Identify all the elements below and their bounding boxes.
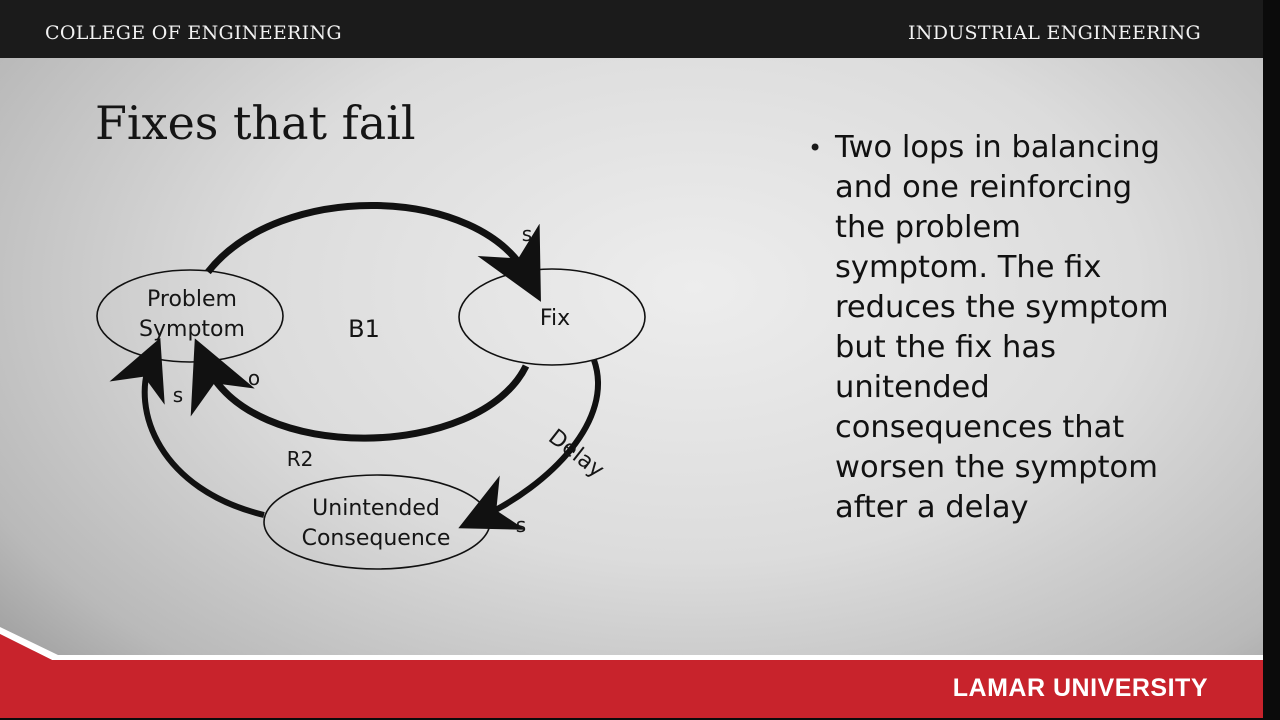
polarity-unintended-to-problem: s	[172, 383, 184, 407]
slide-title: Fixes that fail	[95, 96, 416, 150]
bullet-text: Two lops in balancing and one reinforcing the problem symptom. The fix reduces the symptom but the fix has unitended consequences that worsen the symptom after a delay	[835, 130, 1169, 525]
reinforcing-loop-label: R2	[286, 447, 314, 471]
window-edge	[1263, 0, 1280, 720]
problem-node-label-line1: Problem	[147, 287, 237, 312]
bullet-marker: •	[808, 134, 823, 162]
university-logo-text: LAMAR UNIVERSITY	[952, 674, 1208, 702]
polarity-fix-to-problem: o	[247, 366, 261, 390]
balancing-loop-label: B1	[348, 315, 380, 343]
unintended-node-label-line2: Consequence	[301, 526, 451, 551]
department-name: INDUSTRIAL ENGINEERING	[907, 22, 1201, 44]
fix-node-label: Fix	[539, 306, 571, 331]
polarity-problem-to-fix: s	[521, 222, 533, 246]
problem-node-label-line2: Symptom	[139, 317, 245, 342]
unintended-node-label-line1: Unintended	[312, 496, 440, 521]
college-name: COLLEGE OF ENGINEERING	[45, 22, 342, 44]
polarity-fix-to-unintended: s	[515, 513, 527, 537]
delay-label: Delay	[543, 424, 609, 484]
